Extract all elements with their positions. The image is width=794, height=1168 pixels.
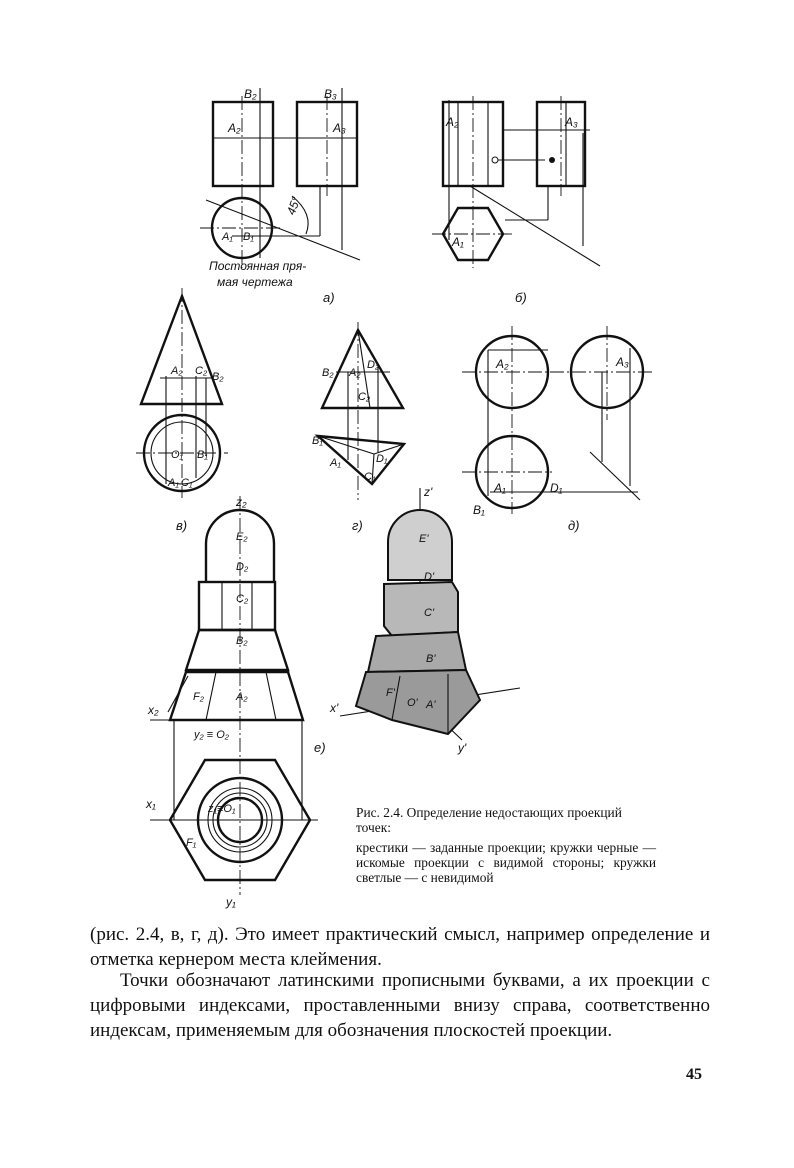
- panel-label-g: г): [352, 518, 363, 533]
- label-b-A1: A₁: [452, 235, 464, 249]
- label-v-O1: O₁: [171, 449, 184, 461]
- panel-g: [312, 322, 404, 533]
- panel-label-e: е): [314, 740, 326, 755]
- label-y1: y₁: [226, 895, 236, 909]
- label-g-B1: B₁: [312, 435, 323, 447]
- label-Op: O': [407, 697, 418, 709]
- label-d-A1: A₁: [494, 481, 506, 495]
- label-Fp: F': [386, 687, 395, 699]
- label-A3: A₃: [333, 121, 346, 135]
- label-v-B1: B₁: [197, 449, 208, 461]
- panel-a-frontal-view: [213, 102, 273, 186]
- label-e-B2: B₂: [236, 635, 248, 647]
- label-d-B1: B₁: [473, 503, 485, 517]
- label-b-A3: A₃: [565, 115, 578, 129]
- label-v-C1: C₁: [181, 477, 193, 489]
- panel-a: [200, 87, 360, 305]
- label-g-A1: A₁: [330, 457, 341, 469]
- label-F1: F₁: [186, 837, 197, 849]
- page-number: 45: [686, 1066, 702, 1083]
- axo-cone: [368, 632, 466, 672]
- angle-label: 45°: [283, 194, 304, 217]
- paragraph-1: (рис. 2.4, в, г, д). Это имеет практический смысл, например определение и отметка кернером места клеймения.: [90, 924, 710, 970]
- label-g-C2: C₂: [358, 391, 371, 403]
- panel-label-a: а): [323, 290, 335, 305]
- label-e-D2: D₂: [236, 561, 249, 573]
- label-g-D2: D₂: [367, 359, 380, 371]
- panel-label-d: д): [568, 518, 580, 533]
- label-zp: z': [424, 485, 433, 499]
- label-B2: B₂: [244, 87, 257, 101]
- panel-b: [432, 96, 600, 305]
- caption-title: Рис. 2.4. Определение недостающих проекций точек:: [356, 805, 622, 835]
- caption-body: крестики — заданные проекции; кружки черные — искомые проекции с видимой стороны; кружки светлые — с невидимой: [356, 840, 656, 885]
- label-F2: F₂: [193, 691, 204, 703]
- constant-line-label-1: Постоянная пря-: [209, 259, 307, 273]
- label-x1: x₁: [146, 797, 156, 811]
- label-g-D1: D₁: [376, 453, 388, 465]
- axo-cap: [388, 510, 452, 580]
- label-Dp: D': [424, 571, 435, 583]
- label-xp: x': [330, 701, 339, 715]
- paragraph-2: Точки обозначают латинскими прописными буквами, а их проекции с цифровыми индексами, проставленными внизу справа, соответственно индексам, применяемым для обозначения плоскостей проекции.: [90, 970, 710, 1041]
- panel-label-b: б): [515, 290, 527, 305]
- label-y2-O2: y₂ ≡ O₂: [194, 729, 229, 741]
- label-b-A2: A₂: [446, 115, 459, 129]
- label-v-B2: B₂: [212, 371, 224, 383]
- label-x2: x₂: [148, 703, 159, 717]
- label-yp: y': [458, 741, 467, 755]
- label-g-A2: A₂: [349, 367, 361, 379]
- panel-d: [462, 326, 655, 533]
- label-z1-O1: z₁≡O₁: [208, 803, 236, 815]
- panel-v: [136, 288, 228, 533]
- axo-base: [356, 670, 480, 734]
- label-d-A2: A₂: [496, 357, 509, 371]
- label-v-A1: A₁: [168, 477, 179, 489]
- label-B1: B₁: [243, 231, 254, 243]
- panel-e-orthographic: [145, 495, 326, 909]
- label-E2: E₂: [236, 531, 248, 543]
- label-v-C2: C₂: [195, 365, 208, 377]
- label-Cp: C': [424, 607, 435, 619]
- constant-line-label-2: мая чертежа: [217, 275, 293, 289]
- constant-line: [206, 200, 360, 260]
- panel-v-cone-front: [141, 296, 222, 404]
- label-d-A3: A₃: [616, 355, 629, 369]
- label-g-B2: B₂: [322, 367, 334, 379]
- label-g-C1: C₁: [364, 471, 376, 483]
- label-Ep: E': [419, 533, 429, 545]
- axo-hex-nut: [384, 582, 458, 636]
- label-d-D1: D₁: [550, 481, 563, 495]
- hex-nut-front: [199, 582, 275, 630]
- label-A1: A₁: [222, 231, 233, 243]
- label-B3: B₃: [324, 87, 337, 101]
- label-e-A2: A₂: [236, 691, 248, 703]
- label-Ap: A': [426, 699, 436, 711]
- figure-caption: [356, 805, 656, 885]
- panel-label-v: в): [176, 518, 188, 533]
- label-v-A2: A₂: [171, 365, 183, 377]
- label-Bp: B': [426, 653, 436, 665]
- label-z2: z₂: [236, 495, 247, 509]
- label-e-C2: C₂: [236, 593, 249, 605]
- label-A2: A₂: [228, 121, 241, 135]
